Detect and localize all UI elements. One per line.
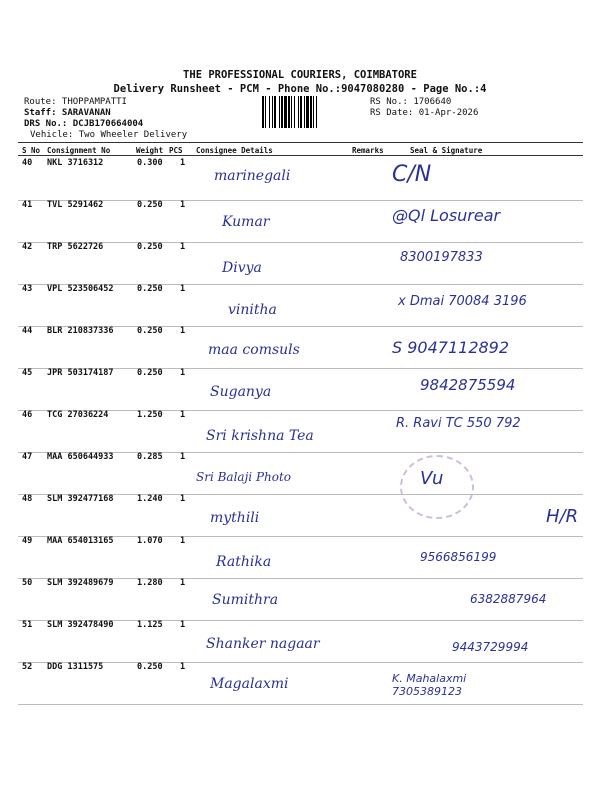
route-label: Route: THOPPAMPATTI — [24, 97, 127, 107]
staff-label: Staff: SARAVANAN — [24, 108, 111, 118]
row-signature: 9842875594 — [420, 376, 516, 394]
row-pcs: 1 — [180, 452, 186, 462]
row-consignment: BLR 210837336 — [47, 326, 114, 336]
row-pcs: 1 — [180, 284, 186, 294]
row-pcs: 1 — [180, 158, 186, 168]
row-consignment: SLM 392477168 — [47, 494, 114, 504]
row-pcs: 1 — [180, 620, 186, 630]
table-row — [0, 452, 600, 494]
table-row — [0, 242, 600, 284]
row-signature: 8300197833 — [400, 250, 483, 265]
row-consignee: Sri krishna Tea — [206, 428, 314, 444]
barcode-bar — [317, 96, 320, 128]
row-signature: C/N — [392, 162, 432, 187]
row-weight: 0.250 — [137, 368, 163, 378]
row-signature: H/R — [546, 506, 579, 527]
row-sno: 45 — [22, 368, 33, 378]
row-pcs: 1 — [180, 494, 186, 504]
row-signature: 6382887964 — [470, 592, 547, 606]
row-weight: 1.070 — [137, 536, 163, 546]
col-header-consignee: Consignee Details — [196, 146, 273, 155]
table-row — [0, 284, 600, 326]
row-sno: 52 — [22, 662, 33, 672]
row-consignee: maa comsuls — [208, 342, 300, 358]
row-sno: 40 — [22, 158, 33, 168]
row-sno: 51 — [22, 620, 33, 630]
row-signature: x Dmai 70084 3196 — [398, 294, 527, 309]
header-divider-top — [18, 142, 583, 143]
row-sno: 44 — [22, 326, 33, 336]
row-pcs: 1 — [180, 578, 186, 588]
col-header-remarks: Remarks — [352, 146, 384, 155]
row-signature: 9443729994 — [452, 640, 529, 654]
row-consignee: vinitha — [228, 302, 277, 318]
row-consignment: NKL 3716312 — [47, 158, 104, 168]
row-weight: 1.240 — [137, 494, 163, 504]
row-signature: K. Mahalaxmi 7305389123 — [392, 672, 467, 698]
table-row — [0, 410, 600, 452]
table-row — [0, 494, 600, 536]
row-weight: 1.125 — [137, 620, 163, 630]
row-weight: 0.250 — [137, 284, 163, 294]
row-sno: 48 — [22, 494, 33, 504]
row-consignment: MAA 650644933 — [47, 452, 114, 462]
col-header-consignment: Consignment No — [47, 146, 111, 155]
barcode — [262, 96, 366, 128]
row-consignment: TCG 27036224 — [47, 410, 109, 420]
row-consignment: MAA 654013165 — [47, 536, 114, 546]
row-signature: @Ql Losurear — [392, 206, 501, 225]
row-weight: 0.250 — [137, 326, 163, 336]
row-consignee: Sri Balaji Photo — [196, 470, 292, 484]
row-consignee: Rathika — [216, 554, 272, 570]
row-pcs: 1 — [180, 326, 186, 336]
row-consignee: Divya — [222, 260, 262, 276]
runsheet-subtitle: Delivery Runsheet - PCM - Phone No.:9047080280 - Page No.:4 — [113, 83, 487, 95]
table-row — [0, 158, 600, 200]
row-consignee: Sumithra — [212, 592, 279, 608]
row-weight: 0.300 — [137, 158, 163, 168]
row-consignment: DDG 1311575 — [47, 662, 104, 672]
vehicle-label: Vehicle: Two Wheeler Delivery — [30, 130, 188, 140]
row-weight: 1.250 — [137, 410, 163, 420]
row-consignee: Magalaxmi — [210, 676, 289, 692]
row-divider — [18, 704, 583, 705]
table-row — [0, 200, 600, 242]
row-sno: 49 — [22, 536, 33, 546]
row-signature: R. Ravi TC 550 792 — [396, 416, 521, 431]
row-sno: 47 — [22, 452, 33, 462]
row-pcs: 1 — [180, 242, 186, 252]
col-header-seal: Seal & Signature — [410, 146, 483, 155]
row-sno: 46 — [22, 410, 33, 420]
row-consignee: Suganya — [210, 384, 272, 400]
row-weight: 0.250 — [137, 662, 163, 672]
row-sno: 41 — [22, 200, 33, 210]
table-row — [0, 578, 600, 620]
row-weight: 1.280 — [137, 578, 163, 588]
row-weight: 0.285 — [137, 452, 163, 462]
table-row — [0, 662, 600, 704]
col-header-sno: S No — [22, 146, 41, 155]
row-pcs: 1 — [180, 368, 186, 378]
row-consignee: Kumar — [222, 214, 270, 230]
row-weight: 0.250 — [137, 200, 163, 210]
row-consignee: mythili — [210, 510, 260, 526]
row-signature: Vu — [420, 468, 444, 489]
row-consignment: JPR 503174187 — [47, 368, 114, 378]
row-pcs: 1 — [180, 200, 186, 210]
header-divider-bottom — [18, 155, 583, 156]
row-sno: 50 — [22, 578, 33, 588]
row-sno: 42 — [22, 242, 33, 252]
row-consignment: SLM 392489679 — [47, 578, 114, 588]
row-consignment: SLM 392478490 — [47, 620, 114, 630]
table-row — [0, 368, 600, 410]
row-pcs: 1 — [180, 536, 186, 546]
drs-label: DRS No.: DCJB170664004 — [24, 119, 144, 129]
table-row — [0, 326, 600, 368]
rs-no-label: RS No.: 1706640 — [370, 97, 452, 107]
row-weight: 0.250 — [137, 242, 163, 252]
col-header-pcs: PCS — [169, 146, 183, 155]
row-pcs: 1 — [180, 410, 186, 420]
row-consignment: TRP 5622726 — [47, 242, 104, 252]
row-sno: 43 — [22, 284, 33, 294]
row-pcs: 1 — [180, 662, 186, 672]
row-consignee: Shanker nagaar — [206, 636, 320, 652]
row-signature: 9566856199 — [420, 550, 497, 564]
company-title: THE PROFESSIONAL COURIERS, COIMBATORE — [183, 69, 417, 81]
table-row — [0, 620, 600, 662]
row-consignment: TVL 5291462 — [47, 200, 104, 210]
rs-date-label: RS Date: 01-Apr-2026 — [370, 108, 479, 118]
col-header-weight: Weight — [136, 146, 164, 155]
row-signature: S 9047112892 — [392, 338, 510, 357]
row-consignee: marinegali — [214, 168, 291, 184]
row-consignment: VPL 523506452 — [47, 284, 114, 294]
table-row — [0, 536, 600, 578]
